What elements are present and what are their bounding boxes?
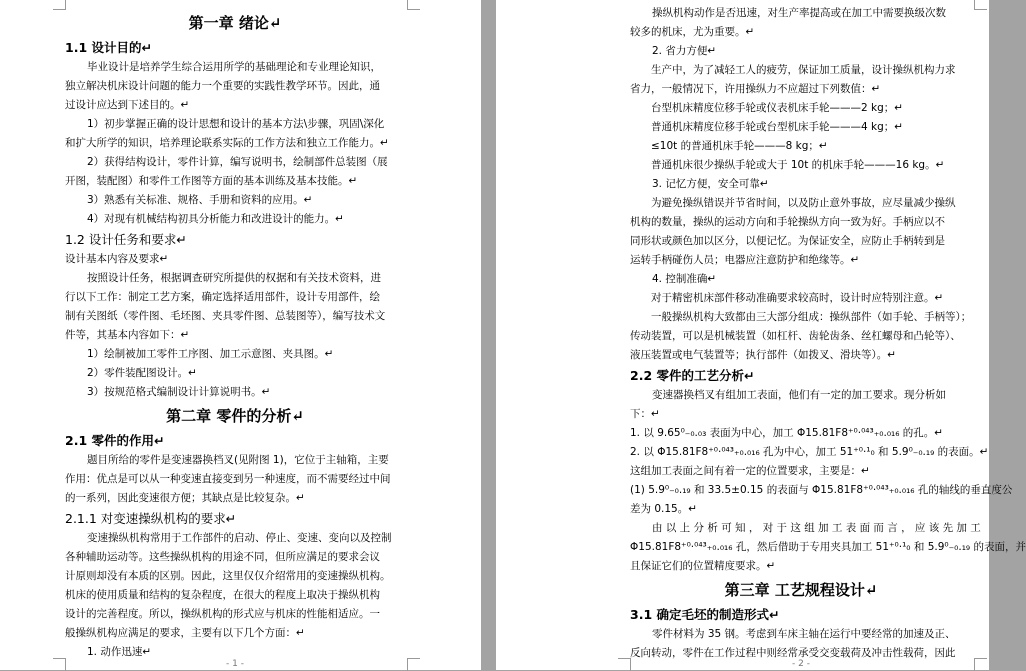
paragraph-line: 4. 控制准确↵ bbox=[652, 273, 717, 285]
paragraph-line: 2. 省力方便↵ bbox=[652, 45, 717, 57]
paragraph-line: 机构的数量，操纵的运动方向和手轮操纵方向一致为好。手柄应以不 bbox=[630, 216, 945, 228]
paragraph-line: 3. 记忆方便，安全可靠↵ bbox=[652, 178, 769, 190]
paragraph-line: 开图，装配图）和零件工作图等方面的基本训练及基本技能。↵ bbox=[65, 175, 358, 187]
paragraph-line: 且保证它们的位置精度要求。↵ bbox=[630, 560, 776, 572]
chapter-heading: 第三章 工艺规程设计↵ bbox=[724, 581, 878, 599]
paragraph-line: 普通机床很少操纵手轮或大于 10t 的机床手轮———16 kg。↵ bbox=[651, 159, 945, 171]
paragraph-line: 传动装置，可以是机械装置（如杠杆、齿轮齿条、丝杠螺母和凸轮等）、 bbox=[630, 330, 961, 342]
section-heading: 2.1 零件的作用↵ bbox=[65, 433, 165, 448]
paragraph-line: 1）绘制被加工零件工序图、加工示意图、夹具图。↵ bbox=[87, 348, 334, 360]
paragraph-line: 2. 以 Φ15.81F8⁺⁰·⁰⁴³₊₀.₀₁₆ 孔为中心，加工 51⁺⁰·¹₀ 和 5.9⁰₋₀.₁₉ 的表面。↵ bbox=[630, 446, 989, 458]
paragraph-line: 3）熟悉有关标准、规格、手册和资料的应用。↵ bbox=[87, 194, 313, 206]
paragraph-line: 行以下工作：制定工艺方案，确定选择适用部件，设计专用部件，绘 bbox=[65, 291, 380, 303]
paragraph-line: 的一系列，因此变速很方便；其缺点是比较复杂。↵ bbox=[65, 492, 305, 504]
paragraph-line: 2）获得结构设计，零件计算，编写说明书，绘制部件总装图（展 bbox=[87, 156, 388, 168]
paragraph-line: 反向转动，零件在工作过程中则经常承受交变载荷及冲击性载荷，因此 bbox=[630, 647, 956, 659]
chapter-heading: 第一章 绪论↵ bbox=[188, 14, 282, 32]
paragraph-line: 较多的机床，尤为重要。↵ bbox=[630, 26, 755, 38]
page-corner-mark bbox=[974, 658, 987, 671]
paragraph-line: 下：↵ bbox=[630, 408, 660, 420]
paragraph-line: 台型机床精度位移手轮或仪表机床手轮———2 kg；↵ bbox=[651, 102, 904, 114]
paragraph-line: 1. 动作迅速↵ bbox=[87, 646, 152, 658]
page-corner-mark bbox=[618, 658, 631, 671]
paragraph-line: 题目所给的零件是变速器换档叉(见附图 1)，它位于主轴箱，主要 bbox=[87, 454, 389, 466]
paragraph-line: 运转手柄碰伤人员；电器应注意防护和绝缘等。↵ bbox=[630, 254, 860, 266]
chapter-heading: 第二章 零件的分析↵ bbox=[166, 407, 304, 425]
paragraph-line: 普通机床精度位移手轮或台型机床手轮———4 kg；↵ bbox=[651, 121, 904, 133]
paragraph-line: 这组加工表面之间有着一定的位置要求，主要是：↵ bbox=[630, 465, 870, 477]
paragraph-line: (1) 5.9⁰₋₀.₁₉ 和 33.5±0.15 的表面与 Φ15.81F8⁺⁰·⁰⁴³₊₀.₀₁₆ 孔的轴线的垂直度公 bbox=[630, 484, 1013, 496]
paragraph-line: 1）初步掌握正确的设计思想和设计的基本方法\步骤，巩固\深化 bbox=[87, 118, 385, 130]
paragraph-line: 零件材料为 35 钢。考虑到车床主轴在运行中要经常的加速及正、 bbox=[652, 628, 956, 640]
page-2-text[interactable] bbox=[630, 4, 1026, 663]
paragraph-line: 变速操纵机构常用于工作部件的启动、停止、变速、变向以及控制 bbox=[87, 532, 392, 544]
paragraph-line: Φ15.81F8⁺⁰·⁰⁴³₊₀.₀₁₆ 孔，然后借助于专用夹具加工 51⁺⁰·¹₀ 和 5.9⁰₋₀.₁₉ 的表面，并 bbox=[630, 541, 1026, 553]
page-number: - 1 - bbox=[226, 659, 244, 669]
paragraph-line: 3）按规范格式编制设计计算说明书。↵ bbox=[87, 386, 271, 398]
paragraph-line: 1. 以 9.65⁰₋₀.₀₃ 表面为中心，加工 Φ15.81F8⁺⁰·⁰⁴³₊₀.₀₁₆ 的孔。↵ bbox=[630, 427, 944, 439]
section-heading: 2.2 零件的工艺分析↵ bbox=[630, 368, 755, 383]
paragraph-line: 4）对现有机械结构初具分析能力和改进设计的能力。↵ bbox=[87, 213, 344, 225]
paragraph-line: 独立解决机床设计问题的能力一个重要的实践性教学环节。因此，通 bbox=[65, 80, 380, 92]
paragraph-line: 计原则却没有本质的区别。因此，这里仅仅介绍常用的变速操纵机构。 bbox=[65, 570, 391, 582]
paragraph-line: 般操纵机构应满足的要求，主要有以下几个方面：↵ bbox=[65, 627, 305, 639]
paragraph-line: 过设计应达到下述目的。↵ bbox=[65, 99, 190, 111]
paragraph-line: 设计基本内容及要求↵ bbox=[65, 253, 169, 265]
paragraph-line: 操纵机构动作是否迅速，对生产率提高或在加工中需要换级次数 bbox=[652, 7, 946, 19]
section-heading: 1.1 设计目的↵ bbox=[65, 40, 152, 55]
page-1-text[interactable] bbox=[65, 9, 405, 662]
paragraph-line: 和扩大所学的知识，培养理论联系实际的工作方法和独立工作能力。↵ bbox=[65, 137, 389, 149]
paragraph-line: 作用：优点是可以从一种变速直接变到另一种速度，而不需要经过中间 bbox=[65, 473, 391, 485]
paragraph-line: 机床的使用质量和结构的复杂程度，在很大的程度上取决于操纵机构 bbox=[65, 589, 380, 601]
paragraph-line: 毕业设计是培养学生综合运用所学的基础理论和专业理论知识， bbox=[87, 61, 381, 73]
page-number: - 2 - bbox=[792, 659, 810, 669]
paragraph-line: 生产中，为了减轻工人的疲劳，保证加工质量，设计操纵机构力求 bbox=[651, 64, 956, 76]
paragraph-line: 省力，一般情况下，许用操纵力不应超过下列数值：↵ bbox=[630, 83, 881, 95]
section-heading: 3.1 确定毛坯的制造形式↵ bbox=[630, 607, 780, 622]
paragraph-line: 一般操纵机构大致都由三大部分组成：操纵部件（如手轮、手柄等）； bbox=[651, 311, 972, 323]
paragraph-line: 2）零件装配图设计。↵ bbox=[87, 367, 197, 379]
paragraph-line: 液压装置或电气装置等；执行部件（如拨叉、滑块等）。↵ bbox=[630, 349, 897, 361]
page-corner-mark bbox=[974, 0, 987, 10]
paragraph-line: 为避免操纵错误并节省时间，以及防止意外事故，应尽量减少操纵 bbox=[651, 197, 956, 209]
section-heading: 1.2 设计任务和要求↵ bbox=[65, 232, 187, 247]
paragraph-line: 按照设计任务，根据调查研究所提供的权据和有关技术资料，进 bbox=[87, 272, 381, 284]
paragraph-line: ≤10t 的普通机床手轮———8 kg；↵ bbox=[651, 140, 828, 152]
paragraph-line: 由 以 上 分 析 可 知 ， 对 于 这 组 加 工 表 面 而 言 ， 应 该 先 加 工 bbox=[652, 522, 981, 534]
paragraph-line: 件等，其基本内容如下：↵ bbox=[65, 329, 190, 341]
page-corner-mark bbox=[407, 0, 420, 10]
paragraph-line: 各种辅助运动等。这些操纵机构的用途不同，但所应满足的要求会议 bbox=[65, 551, 380, 563]
paragraph-line: 制有关图纸（零件图、毛坯图、夹具零件图、总装图等），编写技术文 bbox=[65, 310, 386, 322]
page-corner-mark bbox=[407, 658, 420, 671]
paragraph-line: 对于精密机床部件移动准确要求较高时，设计时应特别注意。↵ bbox=[651, 292, 944, 304]
document-page-1 bbox=[0, 0, 481, 670]
paragraph-line: 变速器换档叉有组加工表面，他们有一定的加工要求。现分析如 bbox=[652, 389, 946, 401]
document-page-2 bbox=[496, 0, 1026, 670]
paragraph-line: 差为 0.15。↵ bbox=[630, 503, 698, 515]
section-heading: 2.1.1 对变速操纵机构的要求↵ bbox=[65, 511, 237, 526]
paragraph-line: 设计的完善程度。所以，操纵机构的形式应与机床的性能相适应。一 bbox=[65, 608, 380, 620]
paragraph-line: 同形状或颜色加以区分，以便记忆。为保证安全，应防止手柄转到是 bbox=[630, 235, 945, 247]
page-corner-mark bbox=[53, 658, 66, 671]
